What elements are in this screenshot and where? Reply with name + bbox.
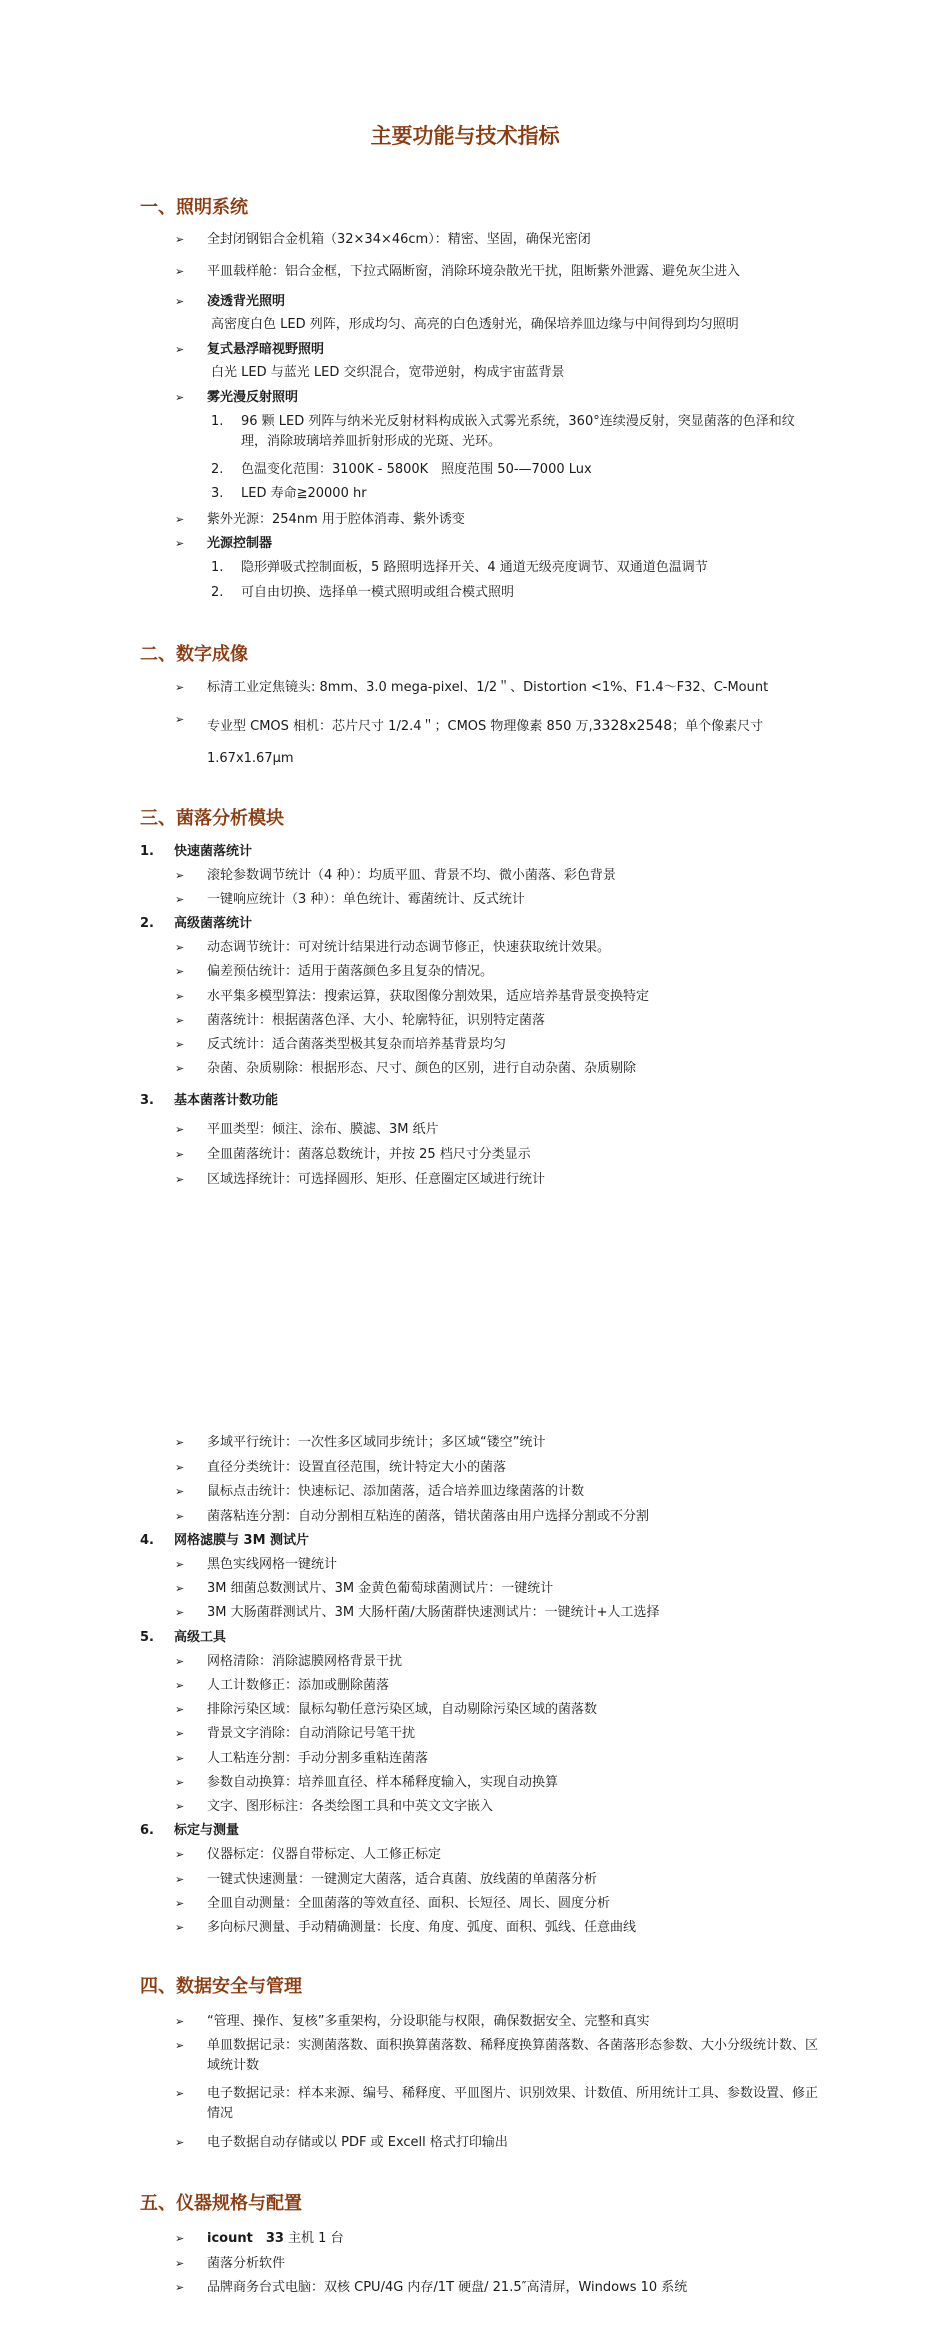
bullet-arrow-icon: ➢: [175, 1921, 185, 1934]
numbered-item: 2. 可自由切换、选择单一模式照明或组合模式照明: [211, 585, 515, 600]
bullet-arrow-icon: ➢: [175, 1436, 185, 1449]
bullet-arrow-icon: ➢: [175, 1173, 185, 1186]
bullet-arrow-icon: ➢: [175, 1558, 185, 1571]
bullet-arrow-icon: ➢: [175, 1485, 185, 1498]
bullet-arrow-icon: ➢: [175, 941, 185, 954]
product-name: icount 33: [207, 2231, 284, 2246]
bullet-arrow-icon: ➢: [175, 713, 185, 726]
list-item: ➢ 平皿类型：倾注、涂布、膜滤、3M 纸片: [175, 1120, 827, 1140]
bullet-arrow-icon: ➢: [175, 1038, 185, 1051]
list-item: ➢ 菌落分析软件: [175, 2254, 827, 2274]
list-item: ➢ 区域选择统计：可选择圆形、矩形、任意圈定区域进行统计: [175, 1170, 827, 1190]
bullet-arrow-icon: ➢: [175, 2087, 185, 2100]
list-item: ➢ 人工计数修正：添加或删除菌落: [175, 1676, 827, 1696]
list-item: ➢ 滚轮参数调节统计（4 种）：均质平皿、背景不均、微小菌落、彩色背景: [175, 866, 827, 886]
list-item: ➢ 一键式快速测量：一键测定大菌落，适合真菌、放线菌的单菌落分析: [175, 1870, 827, 1890]
list-item: ➢ 偏差预估统计：适用于菌落颜色多且复杂的情况。: [175, 962, 827, 982]
item-description: 高密度白色 LED 列阵，形成均匀、高亮的白色透射光，确保培养皿边缘与中间得到均匀照明: [211, 317, 739, 332]
bullet-arrow-icon: ➢: [175, 2136, 185, 2149]
list-item: ➢ 多向标尺测量、手动精确测量：长度、角度、弧度、面积、弧线、任意曲线: [175, 1918, 827, 1938]
bullet-arrow-icon: ➢: [175, 1727, 185, 1740]
bullet-arrow-icon: ➢: [175, 2232, 185, 2245]
bullet-arrow-icon: ➢: [175, 1655, 185, 1668]
list-item: ➢ 鼠标点击统计：快速标记、添加菌落，适合培养皿边缘菌落的计数: [175, 1482, 827, 1502]
bullet-arrow-icon: ➢: [175, 1062, 185, 1075]
bullet-arrow-icon: ➢: [175, 1014, 185, 1027]
list-item: ➢ 菌落统计：根据菌落色泽、大小、轮廓特征，识别特定菌落: [175, 1011, 827, 1031]
bullet-arrow-icon: ➢: [175, 893, 185, 906]
bullet-arrow-icon: ➢: [175, 2039, 185, 2052]
bullet-arrow-icon: ➢: [175, 1148, 185, 1161]
list-item: ➢ 专业型 CMOS 相机：芯片尺寸 1/2.4＂；CMOS 物理像素 850 万,3328x2548；单个像素尺寸 1.67x1.67μm: [175, 710, 827, 775]
list-item: ➢ 仪器标定：仪器自带标定、人工修正标定: [175, 1845, 827, 1865]
list-item: ➢ 反式统计：适合菌落类型极其复杂而培养基背景均匀: [175, 1035, 827, 1055]
list-item: ➢ 单皿数据记录：实测菌落数、面积换算菌落数、稀释度换算菌落数、各菌落形态参数、大小分级统计数、区域统计数: [175, 2038, 819, 2073]
list-item: ➢ 杂菌、杂质剔除：根据形态、尺寸、颜色的区别，进行自动杂菌、杂质剔除: [175, 1059, 827, 1079]
list-item: ➢ 全封闭钢铝合金机箱（32×34×46cm）：精密、坚固，确保光密闭: [175, 230, 827, 250]
list-item: ➢ 全皿自动测量：全皿菌落的等效直径、面积、长短径、周长、圆度分析: [175, 1894, 827, 1914]
subsection-heading: 5. 高级工具: [140, 1630, 227, 1645]
list-item: ➢ 3M 细菌总数测试片、3M 金黄色葡萄球菌测试片：一键统计: [175, 1579, 827, 1599]
bullet-arrow-icon: ➢: [175, 1582, 185, 1595]
list-item: ➢ 雾光漫反射照明: [175, 388, 827, 408]
bullet-arrow-icon: ➢: [175, 1873, 185, 1886]
bullet-arrow-icon: ➢: [175, 537, 185, 550]
list-item: ➢ 3M 大肠菌群测试片、3M 大肠杆菌/大肠菌群快速测试片：一键统计+人工选择: [175, 1603, 827, 1623]
list-item: ➢ 品牌商务台式电脑：双核 CPU/4G 内存/1T 硬盘/ 21.5″高清屏，Windows 10 系统: [175, 2278, 827, 2298]
list-item: ➢ 直径分类统计：设置直径范围，统计特定大小的菌落: [175, 1458, 827, 1478]
bullet-arrow-icon: ➢: [175, 1752, 185, 1765]
subsection-heading: 4. 网格滤膜与 3M 测试片: [140, 1533, 310, 1548]
bullet-arrow-icon: ➢: [175, 681, 185, 694]
bullet-arrow-icon: ➢: [175, 1800, 185, 1813]
numbered-item: 1. 隐形弹吸式控制面板，5 路照明选择开关、4 通道无级亮度调节、双通道色温调节: [211, 560, 708, 575]
list-item: ➢ “管理、操作、复核”多重架构，分设职能与权限，确保数据安全、完整和真实: [175, 2012, 827, 2032]
list-item: ➢ 全皿菌落统计：菌落总数统计，并按 25 档尺寸分类显示: [175, 1145, 827, 1165]
subsection-heading: 1. 快速菌落统计: [140, 844, 253, 859]
list-item: ➢ 一键响应统计（3 种）：单色统计、霉菌统计、反式统计: [175, 890, 827, 910]
bullet-arrow-icon: ➢: [175, 2257, 185, 2270]
bullet-arrow-icon: ➢: [175, 1510, 185, 1523]
list-item: ➢ 复式悬浮暗视野照明: [175, 340, 827, 360]
bullet-arrow-icon: ➢: [175, 1123, 185, 1136]
list-item: ➢ 电子数据自动存储或以 PDF 或 Excell 格式打印输出: [175, 2133, 827, 2153]
section-heading-imaging: 二、数字成像: [140, 644, 248, 665]
section-heading-lighting: 一、照明系统: [140, 197, 248, 218]
bullet-arrow-icon: ➢: [175, 265, 185, 278]
bullet-arrow-icon: ➢: [175, 1606, 185, 1619]
section-heading-specs: 五、仪器规格与配置: [140, 2193, 302, 2214]
bullet-arrow-icon: ➢: [175, 1679, 185, 1692]
list-item: ➢ 参数自动换算：培养皿直径、样本稀释度输入，实现自动换算: [175, 1773, 827, 1793]
section-heading-data-security: 四、数据安全与管理: [140, 1976, 302, 1997]
list-item: ➢ 标清工业定焦镜头: 8mm、3.0 mega-pixel、1/2＂、Distortion <1%、F1.4～F32、C-Mount: [175, 678, 837, 698]
bullet-arrow-icon: ➢: [175, 295, 185, 308]
list-item: ➢ 菌落粘连分割：自动分割相互粘连的菌落，错状菌落由用户选择分割或不分割: [175, 1507, 827, 1527]
bullet-arrow-icon: ➢: [175, 343, 185, 356]
list-item: ➢ 动态调节统计：可对统计结果进行动态调节修正，快速获取统计效果。: [175, 938, 827, 958]
list-item: ➢ 水平集多模型算法：搜索运算，获取图像分割效果，适应培养基背景变换特定: [175, 987, 827, 1007]
bullet-arrow-icon: ➢: [175, 2281, 185, 2294]
bullet-arrow-icon: ➢: [175, 1776, 185, 1789]
list-item: ➢ 平皿载样舱：铝合金框，下拉式隔断窗，消除环境杂散光干扰，阻断紫外泄露、避免灰尘进入: [175, 262, 837, 282]
list-item: ➢ 人工粘连分割：手动分割多重粘连菌落: [175, 1749, 827, 1769]
item-description: 白光 LED 与蓝光 LED 交织混合，宽带逆射，构成宇宙蓝背景: [211, 365, 565, 380]
bullet-arrow-icon: ➢: [175, 1461, 185, 1474]
bullet-arrow-icon: ➢: [175, 233, 185, 246]
bullet-arrow-icon: ➢: [175, 1848, 185, 1861]
list-item: ➢ 凌透背光照明: [175, 292, 827, 312]
bullet-arrow-icon: ➢: [175, 2015, 185, 2028]
list-item: ➢ 网格清除：消除滤膜网格背景干扰: [175, 1652, 827, 1672]
numbered-item: 1. 96 颗 LED 列阵与纳米光反射材料构成嵌入式雾光系统，360°连续漫反射，突显菌落的色泽和纹理，消除玻璃培养皿折射形成的光斑、光环。: [211, 414, 795, 449]
subsection-heading: 6. 标定与测量: [140, 1823, 240, 1838]
list-item: ➢ icount 33 主机 1 台: [175, 2229, 827, 2249]
bullet-arrow-icon: ➢: [175, 1897, 185, 1910]
bullet-arrow-icon: ➢: [175, 990, 185, 1003]
list-item: ➢ 多域平行统计：一次性多区域同步统计；多区域“镂空”统计: [175, 1433, 827, 1453]
bullet-arrow-icon: ➢: [175, 513, 185, 526]
list-item: ➢ 文字、图形标注：各类绘图工具和中英文文字嵌入: [175, 1797, 827, 1817]
subsection-heading: 2. 高级菌落统计: [140, 916, 253, 931]
list-item: ➢ 光源控制器: [175, 534, 827, 554]
list-item: ➢ 排除污染区域：鼠标勾勒任意污染区域，自动剔除污染区域的菌落数: [175, 1700, 827, 1720]
numbered-item: 2. 色温变化范围：3100K - 5800K 照度范围 50-—7000 Lux: [211, 462, 592, 477]
list-item: ➢ 紫外光源：254nm 用于腔体消毒、紫外诱变: [175, 510, 827, 530]
list-item: ➢ 黑色实线网格一键统计: [175, 1555, 827, 1575]
bullet-arrow-icon: ➢: [175, 965, 185, 978]
bullet-arrow-icon: ➢: [175, 869, 185, 882]
section-heading-colony-analysis: 三、菌落分析模块: [140, 808, 284, 829]
document-title: 主要功能与技术指标: [370, 124, 560, 148]
bullet-arrow-icon: ➢: [175, 1703, 185, 1716]
list-item: ➢ 背景文字消除：自动消除记号笔干扰: [175, 1724, 827, 1744]
list-item: ➢ 电子数据记录：样本来源、编号、稀释度、平皿图片、识别效果、计数值、所用统计工具、参数设置、修正情况: [175, 2086, 819, 2121]
subsection-heading: 3. 基本菌落计数功能: [140, 1093, 279, 1108]
numbered-item: 3. LED 寿命≧20000 hr: [211, 486, 367, 501]
bullet-arrow-icon: ➢: [175, 391, 185, 404]
